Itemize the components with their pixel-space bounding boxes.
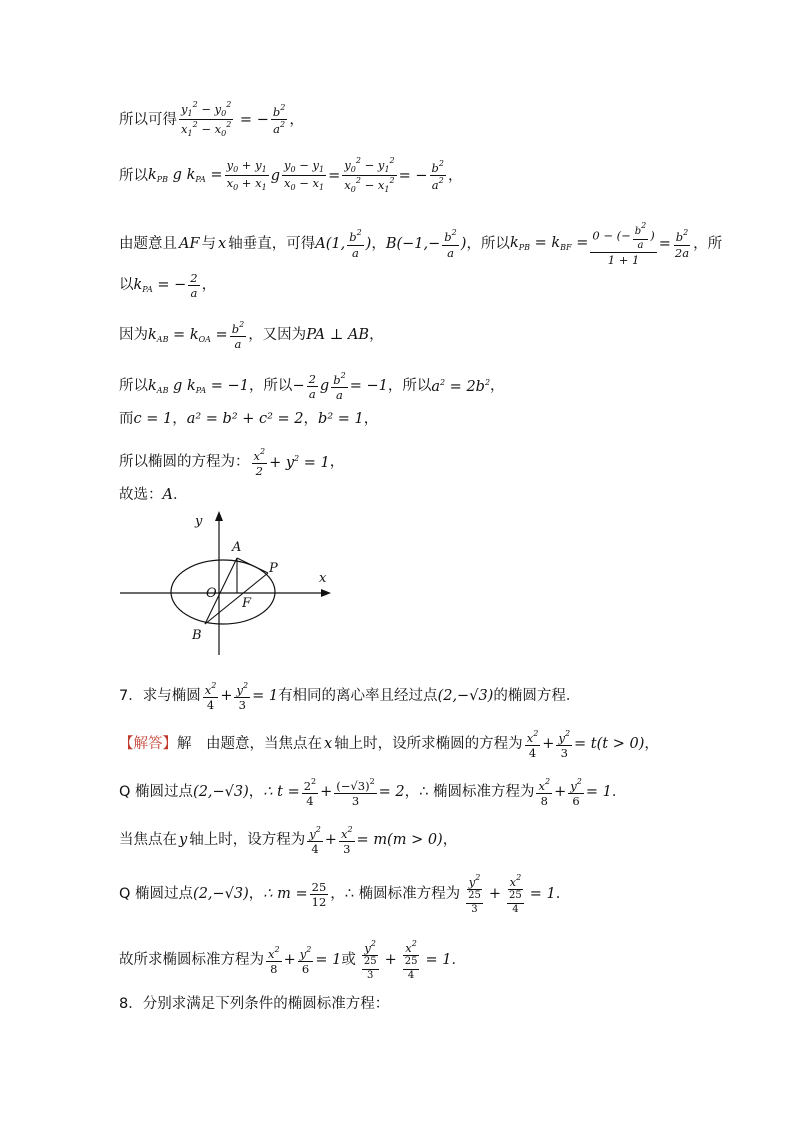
text: t(t > 0): [590, 736, 645, 753]
label-B: B: [192, 628, 202, 643]
text: 由题意且: [119, 235, 177, 252]
text: 故选：: [119, 487, 163, 503]
text: ∴ 椭圆标准方程为: [419, 784, 535, 801]
text: 有相同的离心率且经过点: [278, 688, 438, 705]
text: 所以: [119, 167, 148, 184]
text: 8．分别求满足下列条件的椭圆标准方程：: [119, 996, 390, 1012]
text: ，所以: [387, 378, 432, 395]
line-6: 所以 $k_{AB}$ g $k_{PA} = -1$ ，所以 − $\frac{2}{a}$ g $\frac{b^2}{a}$ = −1 ，所以 $a^2 = 2b^2$ ，: [119, 371, 505, 403]
text: ，所以: [248, 378, 293, 395]
question-8: [119, 997, 389, 1012]
line-5: 因为 $k_{AB} = k_{OA}$ = $\frac{b^2}{a}$ ，又因为 PA ⊥ AB ，: [119, 320, 384, 352]
text: 所以可得: [119, 111, 177, 128]
answer-tag: 【解答】: [119, 736, 177, 753]
text: 轴上时，设所求椭圆的方程为: [334, 736, 523, 753]
x-axis-arrow-icon: [321, 589, 331, 597]
text: m(m > 0): [373, 832, 443, 849]
text: y: [179, 832, 188, 849]
line-8: 所以椭圆的方程为： $\frac{x^2}{2}$ + $y^2 = 1$ ，: [119, 447, 345, 479]
text: ，所以: [466, 235, 510, 252]
text: 以: [119, 277, 134, 294]
text: 与: [201, 235, 217, 252]
fraction: $\frac{y_1^2 - y_0^2}{x_1^2 - x_0^2}$: [181, 100, 232, 139]
text: 故所求椭圆标准方程为: [119, 952, 264, 969]
text: 的椭圆方程．: [493, 688, 581, 705]
text: (2,−√3): [193, 784, 249, 801]
ellipse: [171, 560, 275, 624]
line-2: 所以 $k_{PB}$ g $k_{PA}$ = $\frac{y_0 + y_1}{x_0 + x_1}$ g $\frac{y_0 - y_1}{x_0 - x_1}$ = $\frac{y_0^2 - y_1^2}{x_0^2 - x_1^2}$ = − $\frac{b^2}{a^2}$ ，: [119, 156, 463, 195]
text: 所以: [119, 378, 148, 395]
text: 当焦点在: [119, 832, 177, 849]
label-x: x: [319, 571, 327, 586]
text: 或: [341, 952, 356, 969]
text: ，又因为: [248, 327, 307, 344]
text: ∴ m =: [263, 886, 308, 903]
text: x: [324, 736, 333, 753]
answer-line-2: Q 椭圆过点 (2,−√3) ， ∴ t = $\frac{2^2}{4}$ + $\frac{(-√3)^2}{3}$ = 2 ， ∴ 椭圆标准方程为 $\frac{x^2}{8}$ + $\frac{y^2}{6}$ = 1 ．: [119, 777, 627, 809]
label-P: P: [269, 561, 278, 576]
line-4: 以 $k_{PA}$ = − $\frac{2}{a}$ ，: [119, 271, 217, 301]
text: (2,−√3): [437, 688, 494, 705]
text: b² = 1: [318, 411, 364, 427]
text: 轴上时，设方程为: [189, 832, 306, 849]
segment-AP: [237, 558, 268, 573]
text: PA ⊥ AB: [306, 327, 370, 344]
line-9: 故选： A ．: [119, 487, 188, 503]
label-O: O: [206, 586, 217, 601]
answer-line-3: 当焦点在 y 轴上时，设方程为 $\frac{y^2}{4}$ + $\frac{x^2}{3}$ = m(m > 0) ，: [119, 825, 458, 857]
text: (2,−√3): [193, 886, 249, 903]
text: AF: [179, 235, 200, 252]
ellipse-figure: [115, 505, 355, 665]
text: ，所: [693, 235, 723, 252]
label-A: A: [232, 540, 242, 555]
text: 解 由题意，当焦点在: [177, 736, 322, 753]
text: 所以椭圆的方程为：: [119, 454, 250, 471]
text: 7．求与椭圆: [119, 688, 201, 705]
text: ∴ t =: [263, 784, 300, 801]
line-7: 而 c = 1 ， a² = b² + c² = 2 ， b² = 1 ，: [119, 411, 379, 427]
line-1: 所以可得 $\frac{y_1^2 - y_0^2}{x_1^2 - x_0^2}$ = − $\frac{b^2}{a^2}$ ，: [119, 100, 304, 139]
text: c = 1: [133, 411, 173, 427]
text: 而: [119, 411, 134, 427]
answer-line-1: 【解答】 解 由题意，当焦点在 x 轴上时，设所求椭圆的方程为 $\frac{x^2}{4}$ + $\frac{y^2}{3}$ = t(t > 0) ，: [119, 729, 659, 761]
text: 因为: [119, 327, 148, 344]
text: a² = b² + c² = 2: [186, 411, 304, 427]
text: Q 椭圆过点: [119, 784, 194, 801]
answer-line-5: 故所求椭圆标准方程为 $\frac{x^2}{8}$ + $\frac{y^2}{6}$ = 1 或 $\frac{y^2}{\frac{25}{3}}$ + $\frac{x^2}{\frac{25}{4}}$ = 1 ．: [119, 939, 466, 981]
y-axis-arrow-icon: [215, 511, 223, 521]
text: Q 椭圆过点: [119, 886, 194, 903]
text: ∴ 椭圆标准方程为: [344, 886, 461, 903]
answer-line-4: Q 椭圆过点 (2,−√3) ， ∴ m = $\frac{25}{12}$ ， ∴ 椭圆标准方程为 $\frac{y^2}{\frac{25}{3}}$ + $\frac{x^2}{\frac{25}{4}}$ = 1 ．: [119, 873, 571, 915]
label-F: F: [242, 596, 252, 611]
text: 轴垂直，可得: [228, 235, 316, 252]
text: x: [218, 235, 227, 252]
label-y: y: [195, 514, 203, 529]
question-7: 7．求与椭圆 $\frac{x^2}{4}$ + $\frac{y^2}{3}$ = 1 有相同的离心率且经过点 (2,−√3) 的椭圆方程．: [119, 681, 581, 713]
text: A: [162, 487, 173, 503]
text: = 2: [378, 784, 405, 801]
line-3: 由题意且 AF 与 x 轴垂直，可得 A(1, $\frac{b^2}{a}$ ) ， B(−1,− $\frac{b^2}{a}$ ) ，所以 $k_{PB} = k_{BF}$ = 0 − (− $\frac{b^2}{a}$ ) 1 + 1 = $\frac{b^2}{2a}$ ，所: [119, 221, 723, 267]
